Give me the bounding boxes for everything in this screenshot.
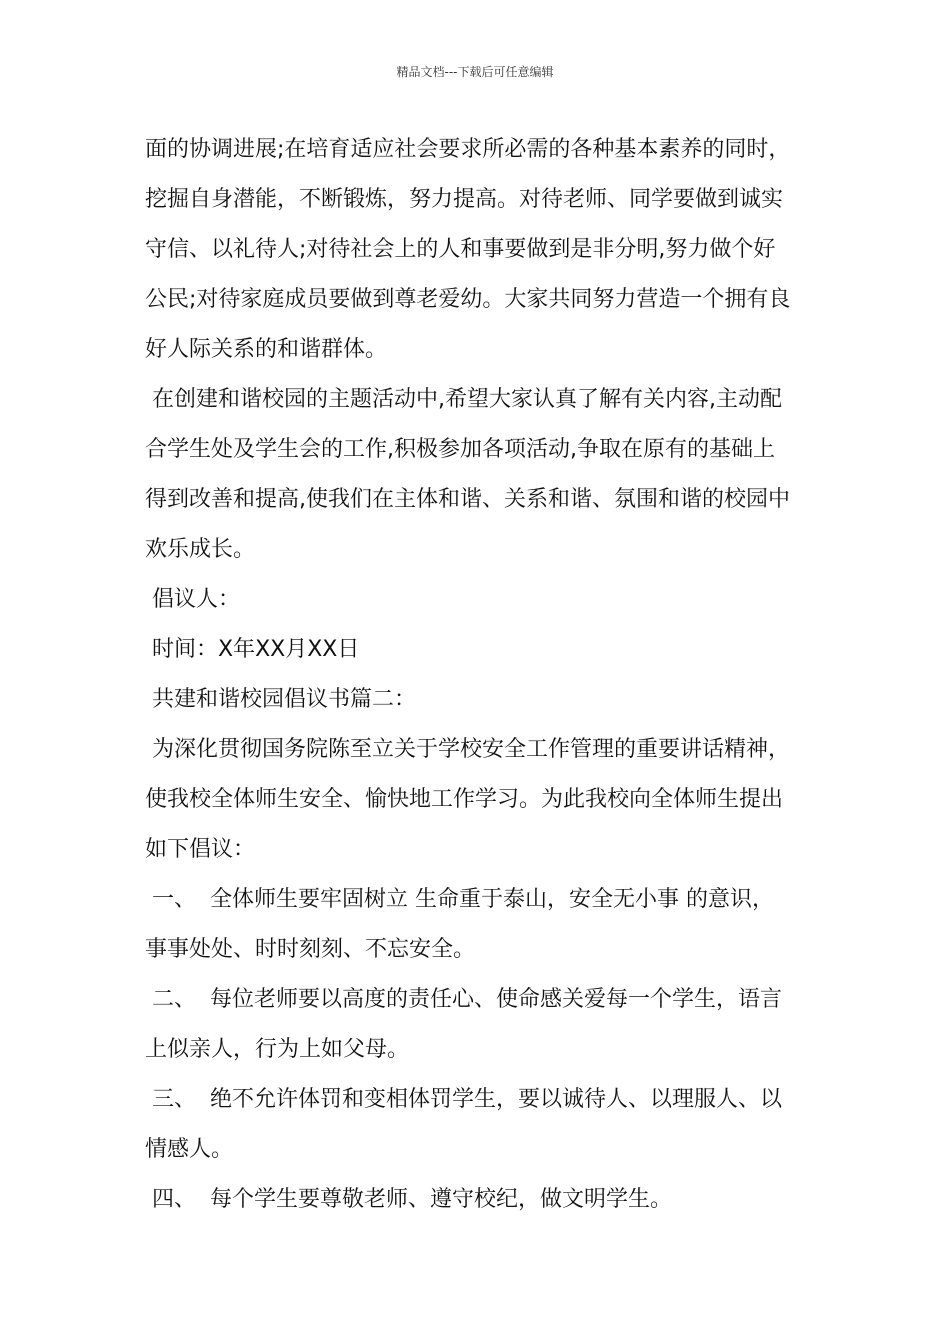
body-line: 好人际关系的和谐群体。 xyxy=(145,337,388,362)
body-line: 一、 全体师生要牢固树立 生命重于泰山，安全无小事 的意识， xyxy=(145,887,774,912)
body-line: 合学生处及学生会的工作,积极参加各项活动,争取在原有的基础上 xyxy=(145,437,775,462)
body-line: 面的协调进展;在培育适应社会要求所必需的各种基本素养的同时， xyxy=(145,137,791,162)
body-line: 情感人。 xyxy=(145,1137,234,1162)
body-line: 二、 每位老师要以高度的责任心、使命感关爱每一个学生，语言 xyxy=(145,987,782,1012)
body-line: 公民;对待家庭成员要做到尊老爱幼。大家共同努力营造一个拥有良 xyxy=(145,287,791,312)
body-line: 挖掘自身潜能，不断锻炼，努力提高。对待老师、同学要做到诚实 xyxy=(145,187,784,212)
body-line: 守信、以礼待人;对待社会上的人和事要做到是非分明,努力做个好 xyxy=(145,237,776,262)
body-line: 四、 每个学生要尊敬老师、遵守校纪，做文明学生。 xyxy=(145,1187,672,1212)
body-line: 共建和谐校园倡议书篇二： xyxy=(145,687,416,712)
page-header: 精品文档---下载后可任意编辑 xyxy=(396,65,554,79)
body-line: 三、 绝不允许体罚和变相体罚学生，要以诚待人、以理服人、以 xyxy=(145,1087,782,1112)
body-line: 倡议人： xyxy=(145,587,240,612)
body-line: 在创建和谐校园的主题活动中,希望大家认真了解有关内容,主动配 xyxy=(145,387,782,412)
body-line: 得到改善和提高,使我们在主体和谐、关系和谐、氛围和谐的校园中 xyxy=(145,487,790,512)
body-line: 上似亲人，行为上如父母。 xyxy=(145,1037,410,1062)
body-line: 事事处处、时时刻刻、不忘安全。 xyxy=(145,937,476,962)
body-line: 欢乐成长。 xyxy=(145,537,256,562)
body-line: 时间：X年XX月XX日 xyxy=(145,637,360,662)
body-line: 如下倡议： xyxy=(145,837,256,862)
body-line: 使我校全体师生安全、愉快地工作学习。为此我校向全体师生提出 xyxy=(145,787,784,812)
body-line: 为深化贯彻国务院陈至立关于学校安全工作管理的重要讲话精神， xyxy=(145,737,790,762)
